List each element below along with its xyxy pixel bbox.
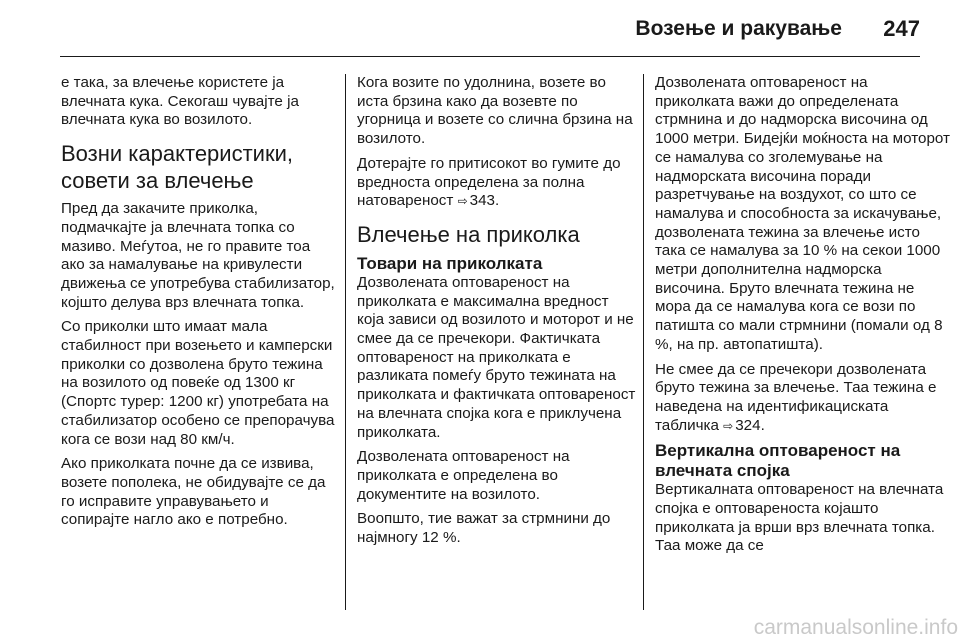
- heading-trailer-loads: Товари на приколката: [357, 253, 543, 273]
- paragraph: [357, 155, 637, 211]
- paragraph: Пред да закачите приколка, подмачкајте ја влечната топка со мазиво. Меѓутоа, не го правите тоа ако за намалување на кривулести движења се употребува стабилизатор, којшто делува врз влечната топка.: [61, 200, 335, 311]
- watermark: carmanualsonline.info: [753, 616, 958, 639]
- column-1: [61, 74, 337, 536]
- heading-driving-characteristics: Возни карактеристики, совети за влечење: [61, 141, 293, 194]
- paragraph: Со приколки што имаат мала стабилност при возењето и камперски приколки со дозволена бруто тежина на возилото од повеќе од 1300 кг (Спортс турер: 1200 кг) употребата на стабилизатор особено се препорачува кога се вози над 80 км/ч.: [61, 318, 335, 448]
- paragraph-text: Дотерајте го притисокот во гумите до вредноста определена за полна натовареност: [357, 154, 621, 210]
- paragraph: Вертикалната оптовареност на влечната спојка е оптовареноста којашто приколката ја врши врз влечната топка. Таа може да се: [655, 481, 944, 555]
- heading-towing-trailer: Влечење на приколка: [357, 221, 580, 247]
- column-2: [357, 74, 637, 554]
- paragraph-text: Не смее да се пречекори дозволената бруто тежина за влечење. Таа тежина е наведена на идентификациската табличка: [655, 360, 937, 434]
- paragraph: Дозволената оптовареност на приколката важи до определената стрмнина и до надморска височина од 1000 метри. Бидејќи моќноста на моторот се намалува со зголемување на надморската височина поради разретчување на воздухот, со што се намалува и способноста за искачување, дозволената тежина за влечење исто така се намалува за 10 % на секои 1000 метри дополнителна надморска височина. Бруто влечната тежина не мора да се намалува кога се вози по патишта со мали стрмнини (помали од 8 %, на пр. автопатишта).: [655, 74, 950, 353]
- paragraph: Воопшто, тие важат за стрмнини до најмногу 12 %.: [357, 510, 611, 547]
- page-reference-link[interactable]: 324.: [735, 416, 765, 434]
- page-header: [0, 0, 960, 52]
- paragraph: Дозволената оптовареност на приколката е определена во документите на возилото.: [357, 448, 570, 503]
- paragraph: [655, 361, 951, 436]
- section-title: Возење и ракување: [635, 17, 842, 40]
- heading-vertical-load: Вертикална оптовареност на влечната спојка: [655, 441, 901, 481]
- column-divider: [345, 74, 346, 610]
- page-reference-icon: ⇨: [457, 194, 468, 209]
- column-3: [655, 74, 951, 562]
- column-divider: [643, 74, 644, 610]
- page-number: 247: [883, 16, 920, 41]
- paragraph: е така, за влечење користете ја влечната кука. Секогаш чувајте ја влечната кука во возилото.: [61, 74, 299, 129]
- paragraph: Ако приколката почне да се извива, возете пополека, не обидувајте се да го исправите управувањето и сопирајте нагло ако е потребно.: [61, 455, 326, 529]
- paragraph: Дозволената оптовареност на приколката е максимална вредност која зависи од возилото и моторот и не смее да се пречекори. Фактичката оптовареност на приколката е разликата помеѓу бруто тежината на приколката и фактичката оптовареност на влечната спојка кога е приклучена приколката.: [357, 273, 636, 441]
- header-divider: [60, 56, 920, 57]
- paragraph: Кога возите по удолнина, возете во иста брзина како да возевте по угорница и возете со слична брзина на возилото.: [357, 74, 633, 148]
- page-reference-link[interactable]: 343.: [469, 192, 500, 210]
- page-reference-icon: ⇨: [723, 418, 734, 433]
